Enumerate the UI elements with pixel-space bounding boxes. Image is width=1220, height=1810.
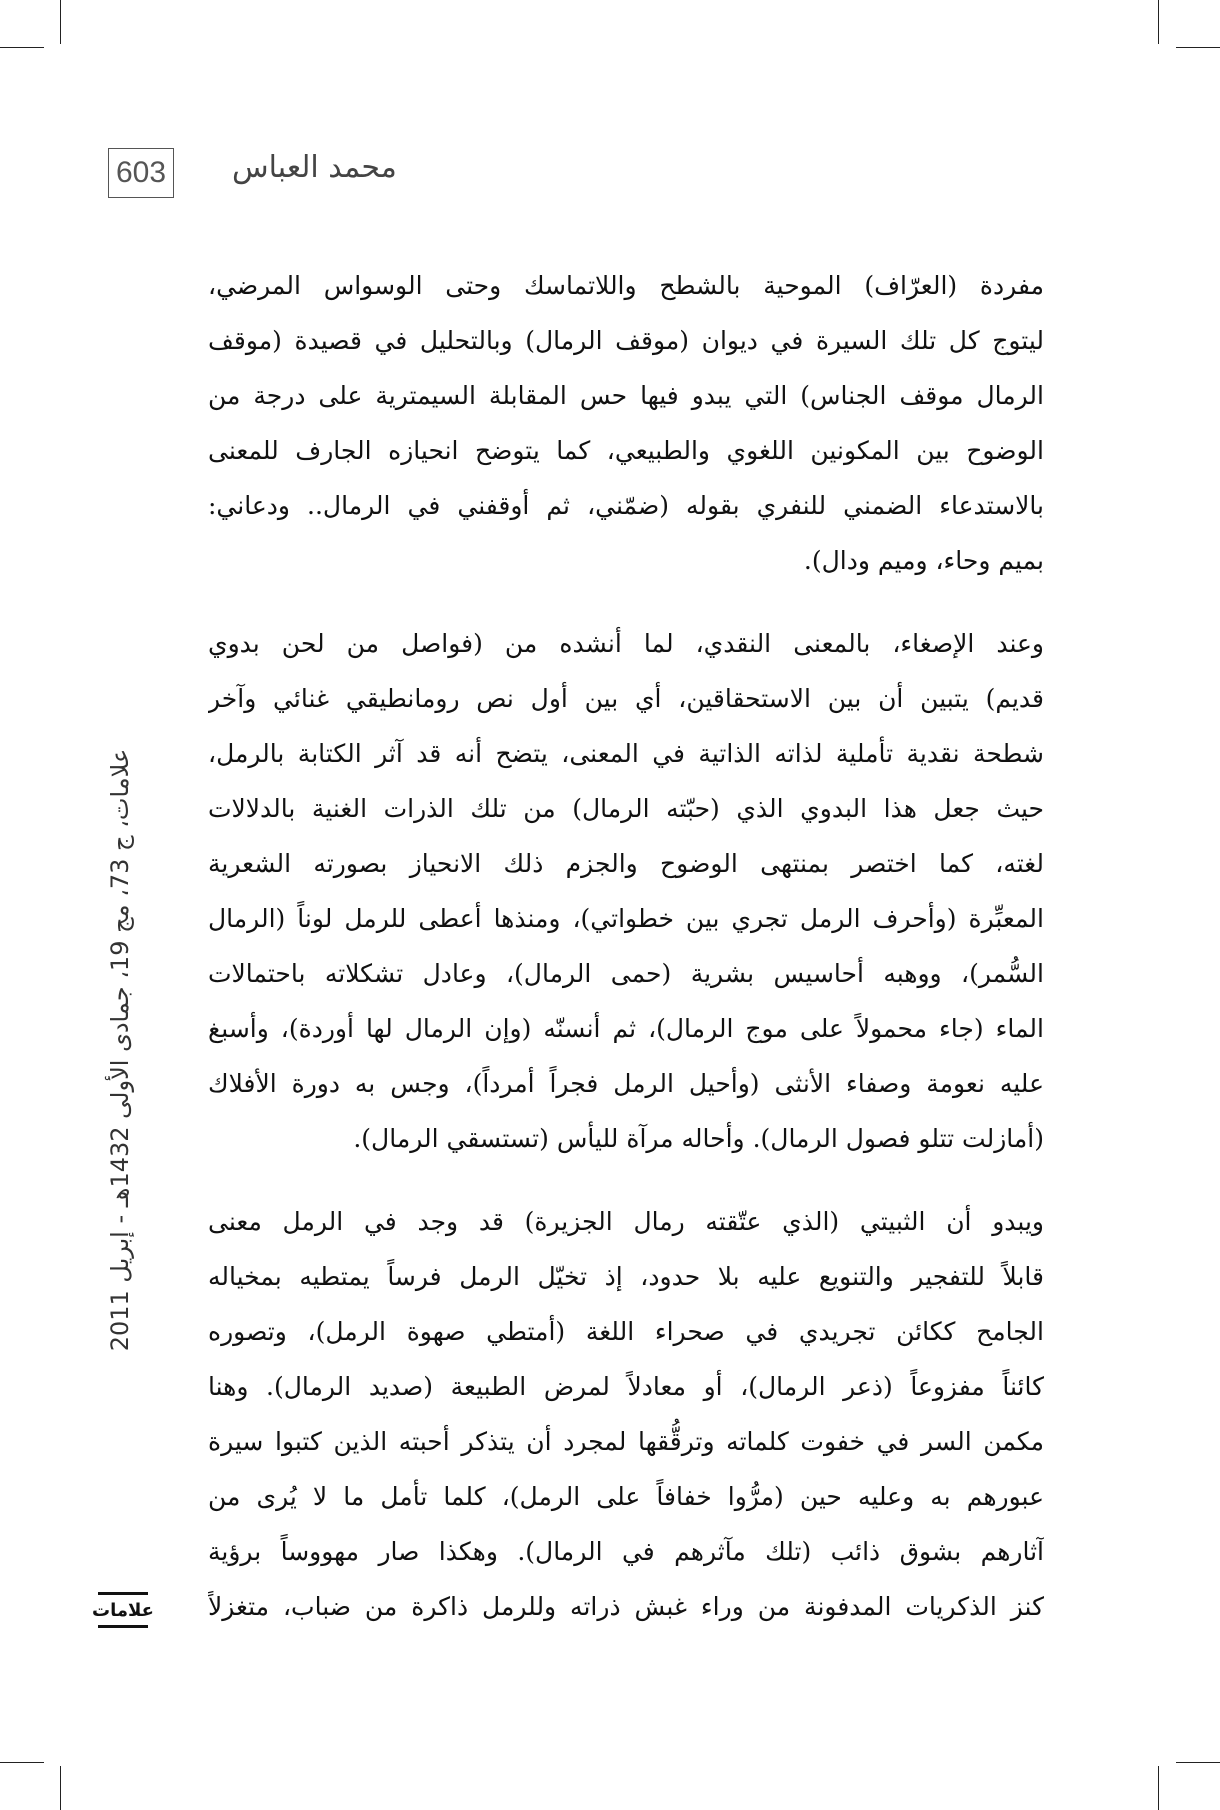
text-line: آثارهم بشوق ذائب (تلك مآثرهم في الرمال). وهكذا صار مهووساً برؤية bbox=[208, 1537, 1044, 1566]
journal-logo: علامات bbox=[98, 1592, 148, 1628]
text-line: المعبِّرة (وأحرف الرمل تجري بين خطواتي)، ومنذها أعطى للرمل لوناً (الرمال bbox=[208, 904, 1044, 933]
paragraph bbox=[208, 258, 1044, 588]
text-line: الوضوح بين المكونين اللغوي والطبيعي، كما يتوضح انحيازه الجارف للمعنى bbox=[208, 436, 1044, 465]
text-line: قابلاً للتفجير والتنويع عليه بلا حدود، إذ تخيّل الرمل فرساً يمتطيه بمخياله bbox=[208, 1262, 1044, 1291]
paragraph bbox=[208, 616, 1044, 1166]
page-number: 603 bbox=[108, 148, 174, 198]
crop-mark-top-left-h bbox=[0, 47, 44, 48]
journal-issue-text: علامات، ج 73، مج 19، جمادى الأولى 1432هـ - إبريل 2011 bbox=[106, 748, 134, 1352]
text-line: (أمازلت تتلو فصول الرمال). وأحاله مرآة لليأس (تستسقي الرمال). bbox=[353, 1124, 1044, 1153]
crop-mark-bottom-left-v bbox=[60, 1766, 61, 1810]
text-line: الرمال موقف الجناس) التي يبدو فيها حس المقابلة السيمترية على درجة من bbox=[208, 381, 1044, 410]
text-line: مكمن السر في خفوت كلماته وترقُّقها لمجرد أن يتذكر أحبته الذين كتبوا سيرة bbox=[208, 1427, 1044, 1456]
text-line: بالاستدعاء الضمني للنفري بقوله (ضمّني، ثم أوقفني في الرمال.. ودعاني: bbox=[208, 491, 1044, 520]
text-line: عبورهم به وعليه حين (مرُّوا خفافاً على الرمل)، كلما تأمل ما لا يُرى من bbox=[208, 1482, 1044, 1511]
crop-mark-top-right-h bbox=[1176, 47, 1220, 48]
crop-mark-top-left-v bbox=[60, 0, 61, 44]
running-head-author: محمد العباس bbox=[232, 150, 397, 185]
paragraph bbox=[208, 1194, 1044, 1634]
text-line: ليتوج كل تلك السيرة في ديوان (موقف الرمال) وبالتحليل في قصيدة (موقف bbox=[208, 326, 1044, 355]
crop-mark-bottom-left-h bbox=[0, 1762, 44, 1763]
text-line: وعند الإصغاء، بالمعنى النقدي، لما أنشده من (فواصل من لحن بدوي bbox=[208, 629, 1044, 658]
text-line: عليه نعومة وصفاء الأنثى (وأحيل الرمل فجراً أمرداً)، وجس به دورة الأفلاك bbox=[208, 1069, 1044, 1098]
crop-mark-bottom-right-v bbox=[1158, 1766, 1159, 1810]
text-line: حيث جعل هذا البدوي الذي (حبّته الرمال) من تلك الذرات الغنية بالدلالات bbox=[208, 794, 1044, 823]
text-line: كائناً مفزوعاً (ذعر الرمال)، أو معادلاً لمرض الطبيعة (صديد الرمال). وهنا bbox=[208, 1372, 1044, 1401]
text-line: الماء (جاء محمولاً على موج الرمال)، ثم أنسنّه (وإن الرمال لها أوردة)، وأسبغ bbox=[208, 1014, 1044, 1043]
text-line: قديم) يتبين أن بين الاستحقاقين، أي بين أول نص رومانطيقي غنائي وآخر bbox=[208, 684, 1044, 713]
text-line: السُّمر)، ووهبه أحاسيس بشرية (حمى الرمال)، وعادل تشكلاته باحتمالات bbox=[208, 959, 1044, 988]
text-line: شطحة نقدية تأملية لذاته الذاتية في المعنى، يتضح أنه قد آثر الكتابة بالرمل، bbox=[208, 739, 1044, 768]
text-line: ويبدو أن الثبيتي (الذي عتّقته رمال الجزيرة) قد وجد في الرمل معنى bbox=[208, 1207, 1044, 1236]
text-line: كنز الذكريات المدفونة من وراء غبش ذراته وللرمل ذاكرة من ضباب، متغزلاً bbox=[208, 1592, 1044, 1621]
text-line: مفردة (العرّاف) الموحية بالشطح واللاتماسك وحتى الوسواس المرضي، bbox=[208, 271, 1044, 300]
crop-mark-top-right-v bbox=[1158, 0, 1159, 44]
crop-mark-bottom-right-h bbox=[1176, 1762, 1220, 1763]
text-line: الجامح ككائن تجريدي في صحراء اللغة (أمتطي صهوة الرمل)، وتصوره bbox=[208, 1317, 1044, 1346]
text-line: بميم وحاء، وميم ودال). bbox=[803, 546, 1044, 575]
article-body bbox=[208, 258, 1044, 1634]
text-line: لغته، كما اختصر بمنتهى الوضوح والجزم ذلك الانحياز بصورته الشعرية bbox=[208, 849, 1044, 878]
